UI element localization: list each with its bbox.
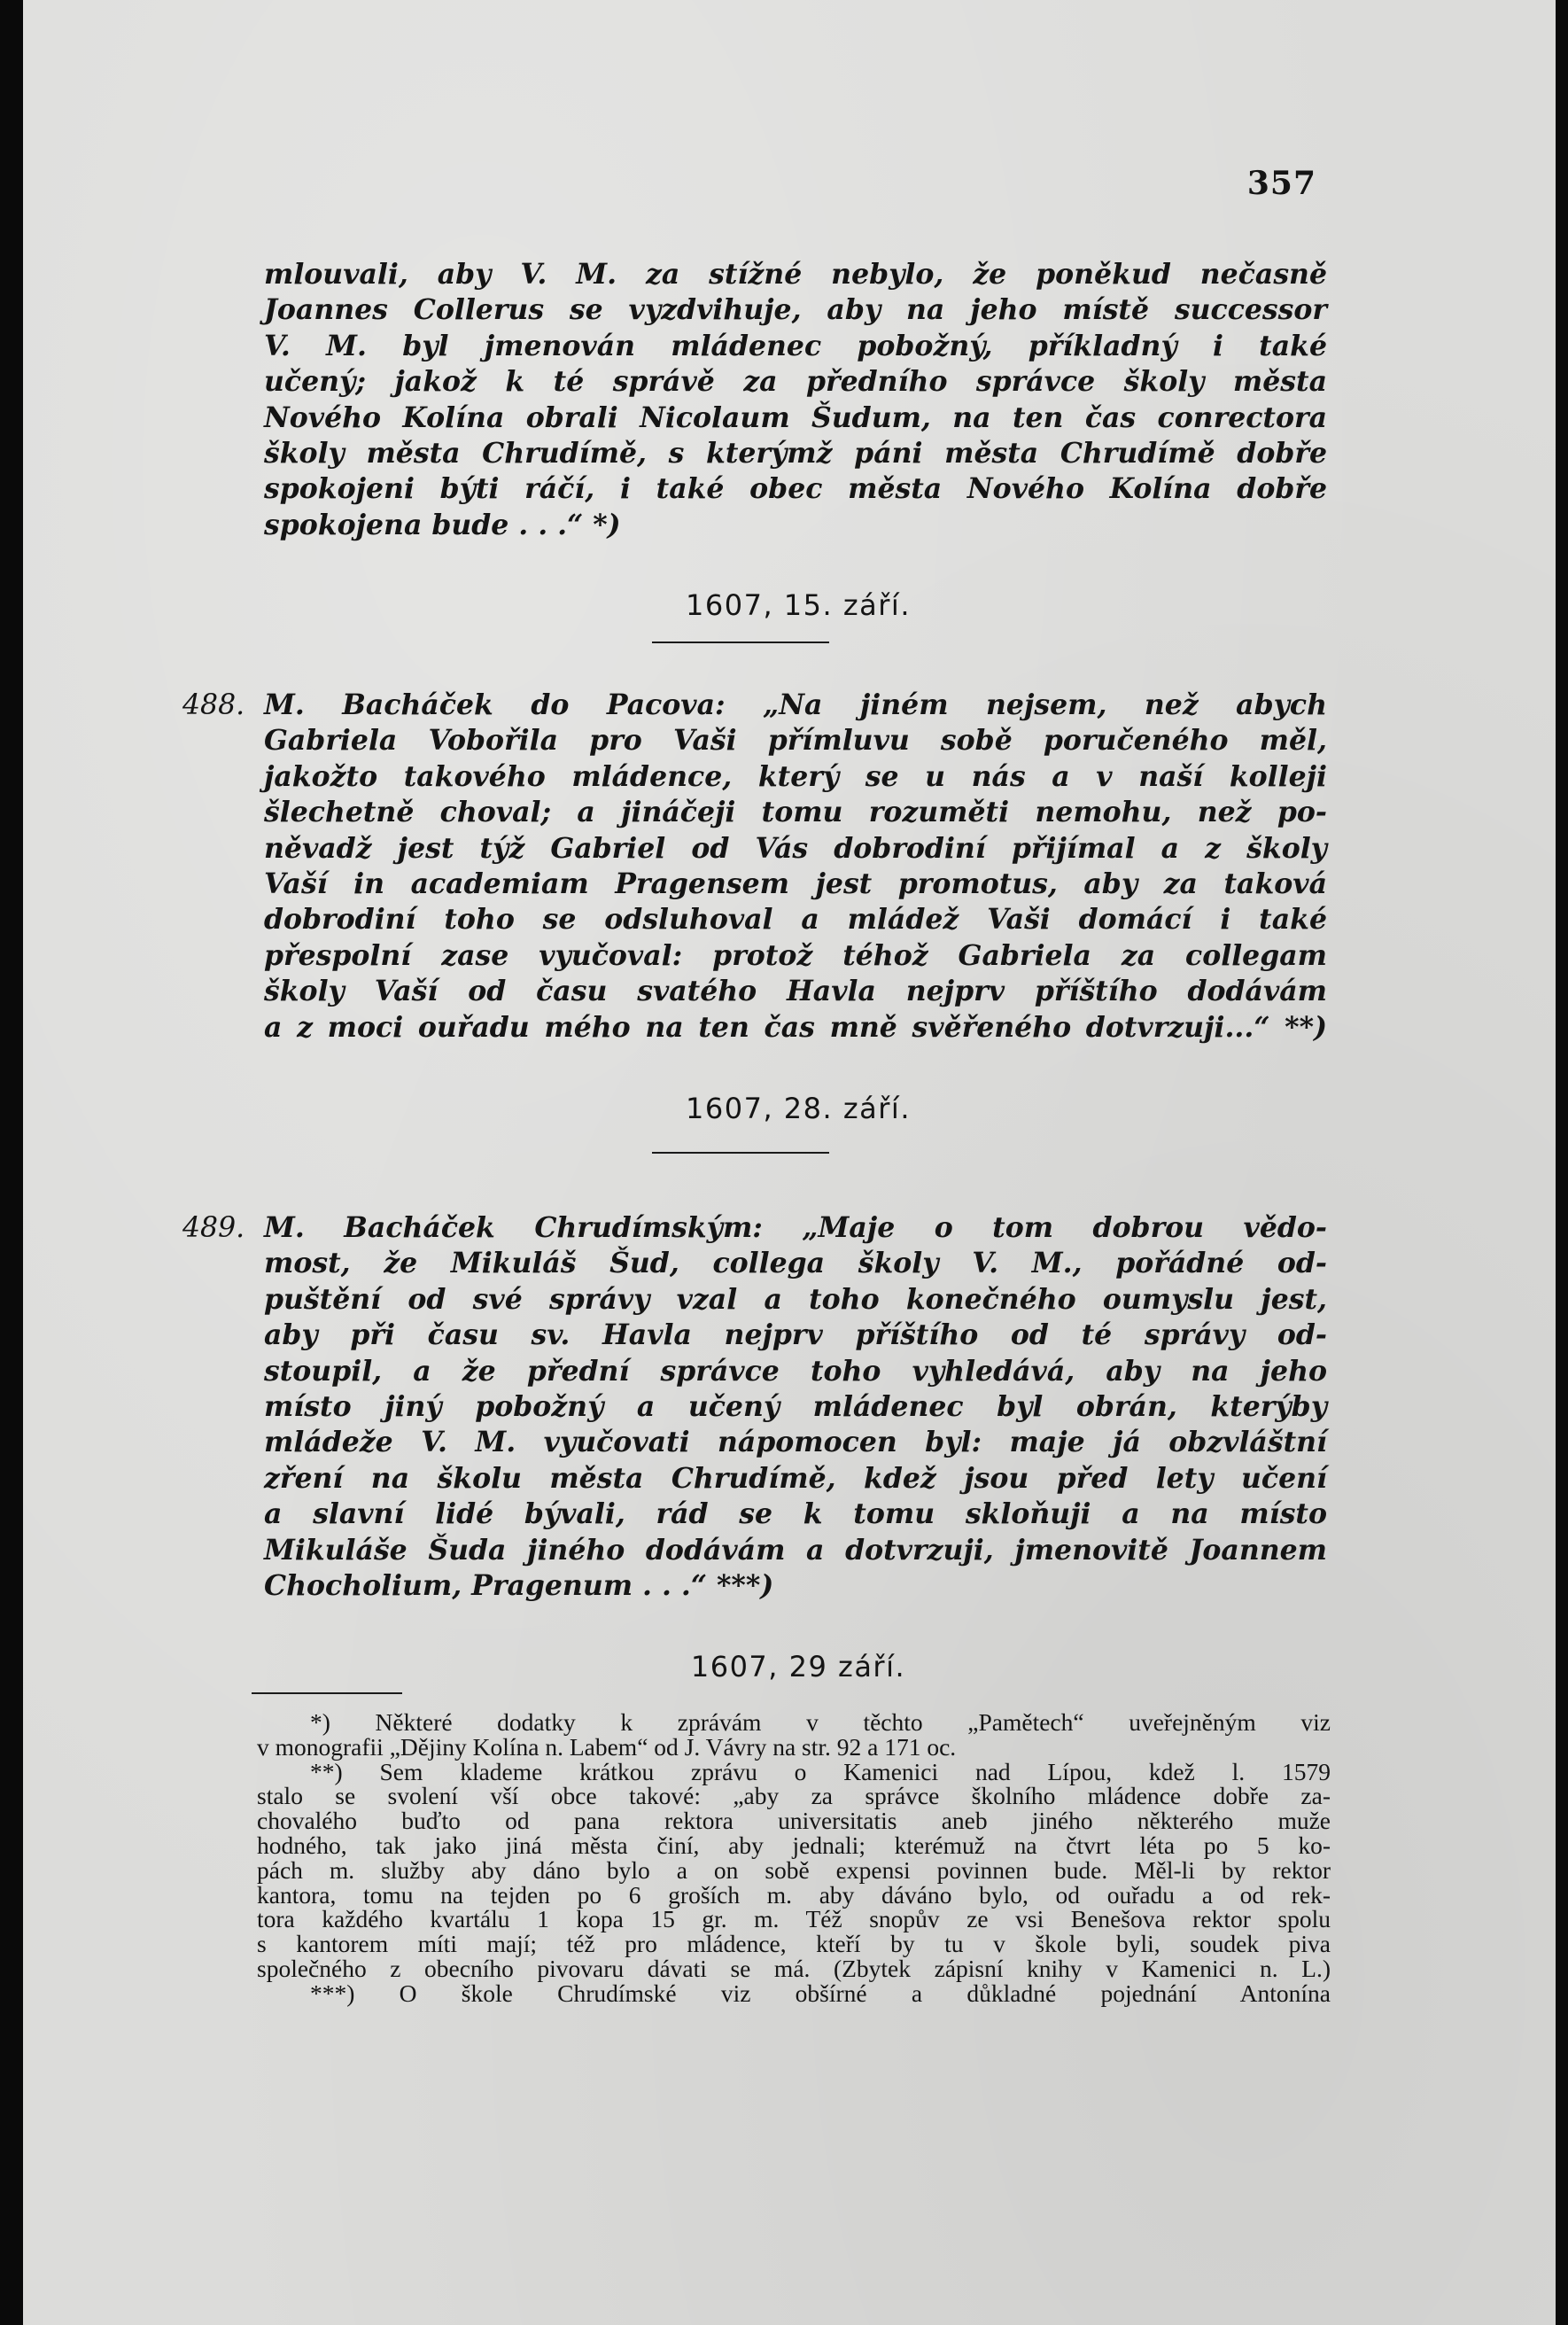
text-line: něvadž jest týž Gabriel od Vás dobrodiní přijímal a z školy <box>264 831 1327 865</box>
section-divider <box>652 1152 829 1154</box>
text-line: mládeže V. M. vyučovati nápomocen byl: maje já obzvláštní <box>264 1426 1327 1459</box>
text-line: V. M. byl jmenován mládenec pobožný, příkladný i také <box>264 329 1327 362</box>
section-divider <box>652 642 829 643</box>
entry-number: 488. <box>182 689 245 721</box>
footnotes <box>257 1710 1331 2006</box>
footnote-3 <box>257 1981 1331 2006</box>
footnote-1 <box>257 1710 1331 1760</box>
text-line: Joannes Collerus se vyzdvihuje, aby na jeho místě successor <box>264 293 1327 327</box>
text-line: most, že Mikuláš Šud, collega školy V. M., pořádné od- <box>264 1247 1327 1280</box>
footnote-line: pách m. služby aby dáno bylo a on sobě expensi povinnen bude. Měl-li by rektor <box>257 1855 1331 1884</box>
text-line: zření na školu města Chrudímě, kdež jsou před lety učení <box>264 1461 1327 1495</box>
text-line: Chocholium, Pragenum . . .“ ***) <box>264 1569 774 1603</box>
book-page <box>23 0 1556 2325</box>
footnote-line: **) Sem klademe krátkou zprávu o Kamenici nad Lípou, kdež l. 1579 <box>310 1757 1331 1785</box>
text-line: Mikuláše Šuda jiného dodávám a dotvrzuji, jmenovitě Joannem <box>264 1533 1327 1567</box>
text-line: místo jiný pobožný a učený mládenec byl obrán, kterýby <box>264 1390 1327 1424</box>
letter-date: 1607, 28. září. <box>686 1092 911 1125</box>
footnote-line: s kantorem míti mají; též pro mládence, kteří by tu v škole byli, soudek piva <box>257 1930 1331 1958</box>
footnote-line: *) Některé dodatky k zprávám v těchto „Pamětech“ uveřejněným viz <box>310 1708 1331 1736</box>
letter-date: 1607, 29 září. <box>690 1650 906 1683</box>
footnote-line: ***) O škole Chrudímské viz obšírné a důkladné pojednání Antonína <box>310 1979 1331 2007</box>
text-line: Gabriela Vobořila pro Vaši přímluvu sobě poručeného měl, <box>264 724 1327 758</box>
text-line: spokojena bude . . .“ *) <box>264 508 621 541</box>
text-line: M. Bacháček do Pacova: „Na jiném nejsem, než abych <box>264 688 1327 721</box>
footnote-line: společného z obecního pivovaru dávati se má. (Zbytek zápisní knihy v Kamenici n. L.) <box>257 1954 1331 1982</box>
text-line: učený; jakož k té správě za předního správce školy města <box>264 365 1327 399</box>
footnote-line: stalo se svolení vší obce takové: „aby za správce školního mládence dobře za- <box>257 1782 1331 1810</box>
footnote-line: hodného, tak jako jiná města činí, aby jednali; kterémuž na čtvrt léta po 5 ko- <box>257 1831 1331 1859</box>
text-line: stoupil, a že přední správce toho vyhledává, aby na jeho <box>264 1354 1327 1388</box>
text-line: puštění od své správy vzal a toho konečného oumyslu jest, <box>264 1282 1327 1316</box>
footnote-divider <box>252 1692 402 1694</box>
footnote-line: v monografii „Dějiny Kolína n. Labem“ od J. Vávry na str. 92 a 171 oc. <box>257 1732 957 1761</box>
text-line: dobrodiní toho se odsluhoval a mládež Vaši domácí i také <box>264 903 1327 937</box>
entry-488 <box>182 688 1327 1046</box>
text-line: a slavní lidé bývali, rád se k tomu skloňuji a na místo <box>264 1497 1327 1531</box>
footnote-line: tora každého kvartálu 1 kopa 15 gr. m. Též snopův ze vsi Benešova rektor spolu <box>257 1905 1331 1933</box>
text-line: přespolní zase vyučoval: protož téhož Gabriela za collegam <box>264 938 1327 972</box>
footnote-2 <box>257 1757 1331 1982</box>
entry-number: 489. <box>182 1212 245 1244</box>
text-line: Vaší in academiam Pragensem jest promotus, aby za taková <box>264 867 1327 901</box>
text-line: mlouvali, aby V. M. za stížné nebylo, že poněkud nečasně <box>264 258 1327 291</box>
text-line: spokojeni býti ráčí, i také obec města Nového Kolína dobře <box>264 472 1327 506</box>
text-line: školy Vaší od času svatého Havla nejprv příštího dodávám <box>264 975 1327 1008</box>
text-line: Nového Kolína obrali Nicolaum Šudum, na ten čas conrectora <box>264 400 1327 434</box>
page-number: 357 <box>1246 165 1316 202</box>
continuation-paragraph <box>264 257 1327 543</box>
text-line: aby při času sv. Havla nejprv příštího od té správy od- <box>264 1318 1327 1352</box>
footnote-line: kantora, tomu na tejden po 6 groších m. aby dáváno bylo, od ouřadu a od rek- <box>257 1880 1331 1909</box>
text-line: jakožto takového mládence, který se u nás a v naší kolleji <box>264 759 1327 793</box>
letter-date: 1607, 15. září. <box>686 588 911 622</box>
footnote-line: chovalého buďto od pana rektora universitatis aneb jiného některého muže <box>257 1807 1331 1835</box>
text-line: školy města Chrudímě, s kterýmž páni města Chrudímě dobře <box>264 437 1327 470</box>
text-line: M. Bacháček Chrudímským: „Maje o tom dobrou vědo- <box>264 1211 1327 1244</box>
text-line: šlechetně choval; a jináčeji tomu rozuměti nemohu, než po- <box>264 796 1327 829</box>
text-line: a z moci ouřadu mého na ten čas mně svěřeného dotvrzuji...“ **) <box>264 1010 1327 1044</box>
entry-489 <box>182 1210 1327 1604</box>
